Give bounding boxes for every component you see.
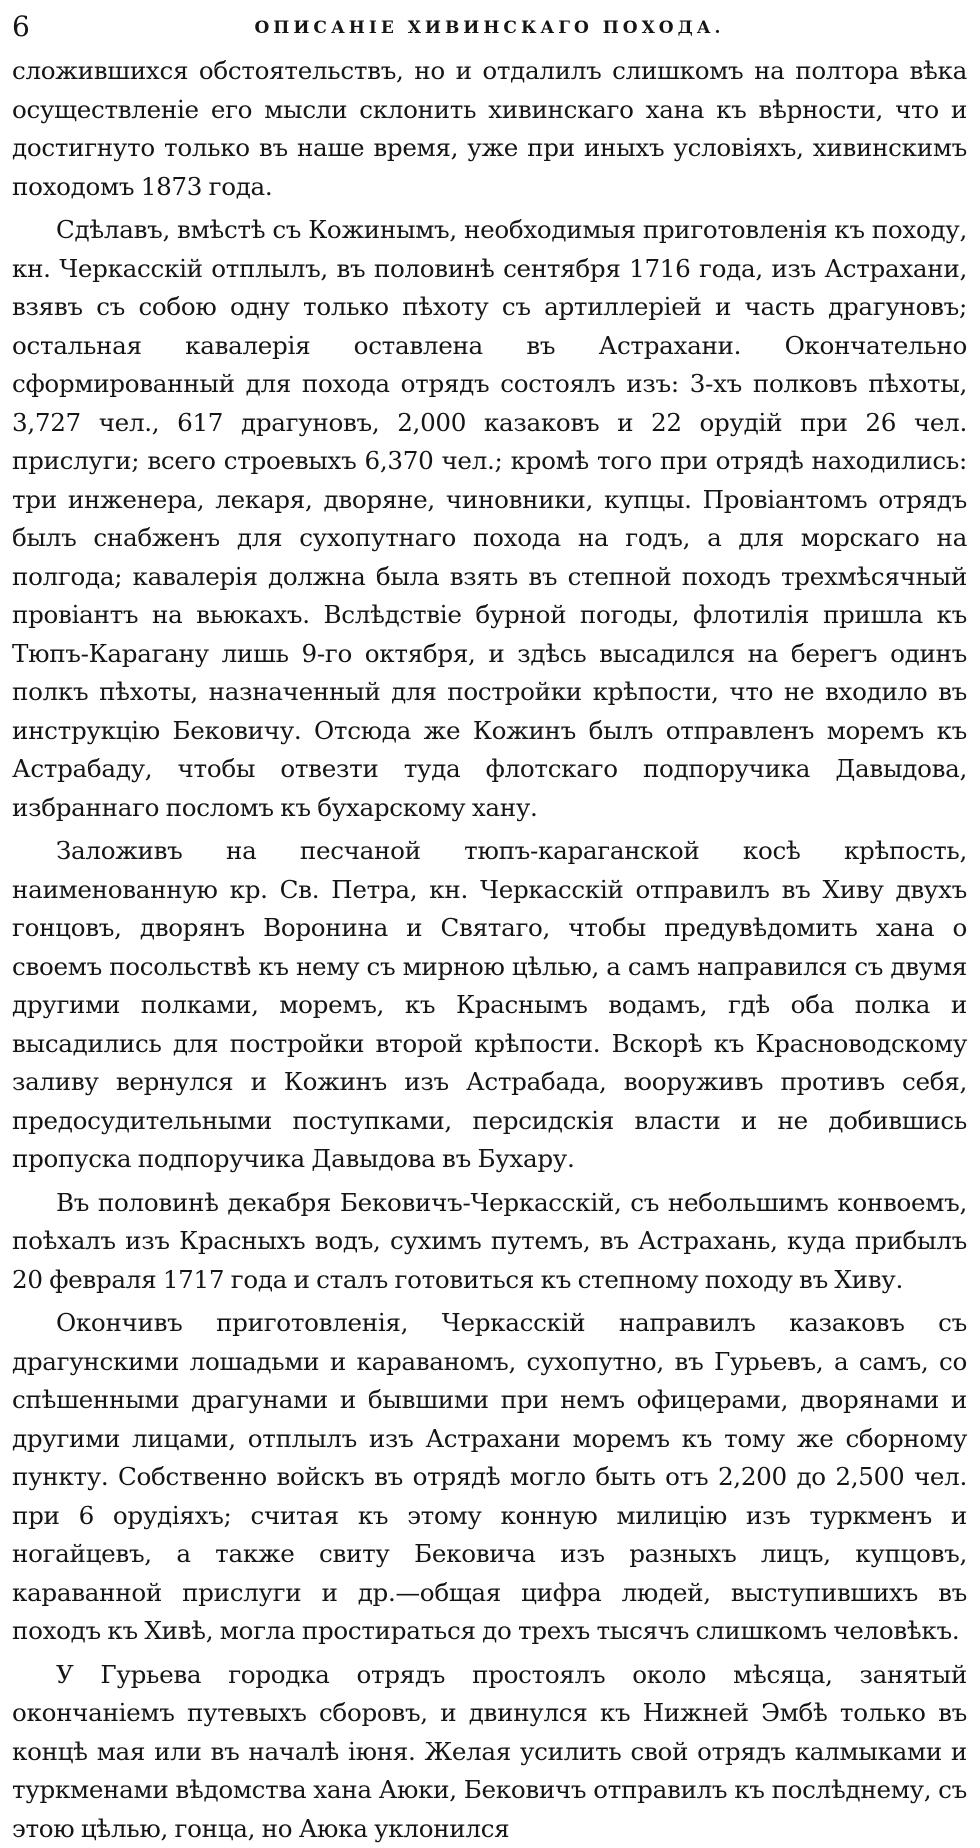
- book-page: [12, 8, 967, 1398]
- paragraph: Сдѣлавъ, вмѣстѣ съ Кожинымъ, необходимыя приготовленія къ походу, кн. Черкасскій отплылъ, въ половинѣ сентября 1716 года, изъ Астрахани, взявъ съ собою одну только пѣхоту съ артиллеріей и часть драгуновъ; остальная кавалерія оставлена въ Астрахани. Окончательно сформированный для похода отрядъ состоялъ изъ: 3-хъ полковъ пѣхоты, 3,727 чел., 617 драгуновъ, 2,000 казаковъ и 22 орудій при 26 чел. прислуги; всего строевыхъ 6,370 чел.; кромѣ того при отрядѣ находились: три инженера, лекаря, дворяне, чиновники, купцы. Провіантомъ отрядъ былъ снабженъ для сухопутнаго похода на годъ, а для морскаго на полгода; кавалерія должна была взять въ степной походъ трехмѣсячный провіантъ на вьюкахъ. Вслѣдствіе бурной погоды, флотилія пришла къ Тюпъ-Карагану лишь 9-го октября, и здѣсь высадился на берегъ одинъ полкъ пѣхоты, назначенный для постройки крѣпости, что не входило въ инструкцію Бековичу. Отсюда же Кожинъ былъ отправленъ моремъ къ Астрабаду, чтобы отвезти туда флотскаго подпоручика Давыдова, избраннаго посломъ къ бухарскому хану.: [12, 211, 967, 827]
- paragraph-continuation: сложившихся обстоятельствъ, но и отдалилъ слишкомъ на полтора вѣка осуществленіе его мысли склонить хивинскаго хана къ вѣрности, что и достигнуто только въ наше время, уже при иныхъ условіяхъ, хивинскимъ походомъ 1873 года.: [12, 52, 967, 206]
- paragraph: Окончивъ приготовленія, Черкасскій направилъ казаковъ съ драгунскими лошадьми и караваномъ, сухопутно, въ Гурьевъ, а самъ, со спѣшенными драгунами и бывшими при немъ офицерами, дворянами и другими лицами, отплылъ изъ Астрахани моремъ къ тому же сборному пункту. Собственно войскъ въ отрядѣ могло быть отъ 2,200 до 2,500 чел. при 6 орудіяхъ; считая къ этому конную милицію изъ туркменъ и ногайцевъ, а также свиту Бековича изъ разныхъ лицъ, купцовъ, караванной прислуги и др.—общая цифра людей, выступившихъ въ походъ къ Хивѣ, могла простираться до трехъ тысячъ слишкомъ человѣкъ.: [12, 1304, 967, 1651]
- body-text: [12, 52, 967, 1848]
- paragraph: У Гурьева городка отрядъ простоялъ около мѣсяца, занятый окончаніемъ путевыхъ сборовъ, и двинулся къ Нижней Эмбѣ только въ концѣ мая или въ началѣ іюня. Желая усилить свой отрядъ калмыками и туркменами вѣдомства хана Аюки, Бековичъ отправилъ къ послѣднему, съ этою цѣлью, гонца, но Аюка уклонился: [12, 1656, 967, 1848]
- page-number: 6: [12, 10, 30, 44]
- page-header: [12, 8, 967, 52]
- paragraph: Въ половинѣ декабря Бековичъ-Черкасскій, съ небольшимъ конвоемъ, поѣхалъ изъ Красныхъ водъ, сухимъ путемъ, въ Астрахань, куда прибылъ 20 февраля 1717 года и сталъ готовиться къ степному походу въ Хиву.: [12, 1184, 967, 1300]
- running-title: ОПИСАНІЕ ХИВИНСКАГО ПОХОДА.: [12, 16, 967, 40]
- paragraph: Заложивъ на песчаной тюпъ-караганской косѣ крѣпость, наименованную кр. Св. Петра, кн. Черкасскій отправилъ въ Хиву двухъ гонцовъ, дворянъ Воронина и Святаго, чтобы предувѣдомить хана о своемъ посольствѣ къ нему съ мирною цѣлью, а самъ направился съ двумя другими полками, моремъ, къ Краснымъ водамъ, гдѣ оба полка и высадились для постройки второй крѣпости. Вскорѣ къ Красноводскому заливу вернулся и Кожинъ изъ Астрабада, вооруживъ противъ себя, предосудительными поступками, персидскія власти и не добившись пропуска подпоручика Давыдова въ Бухару.: [12, 832, 967, 1179]
